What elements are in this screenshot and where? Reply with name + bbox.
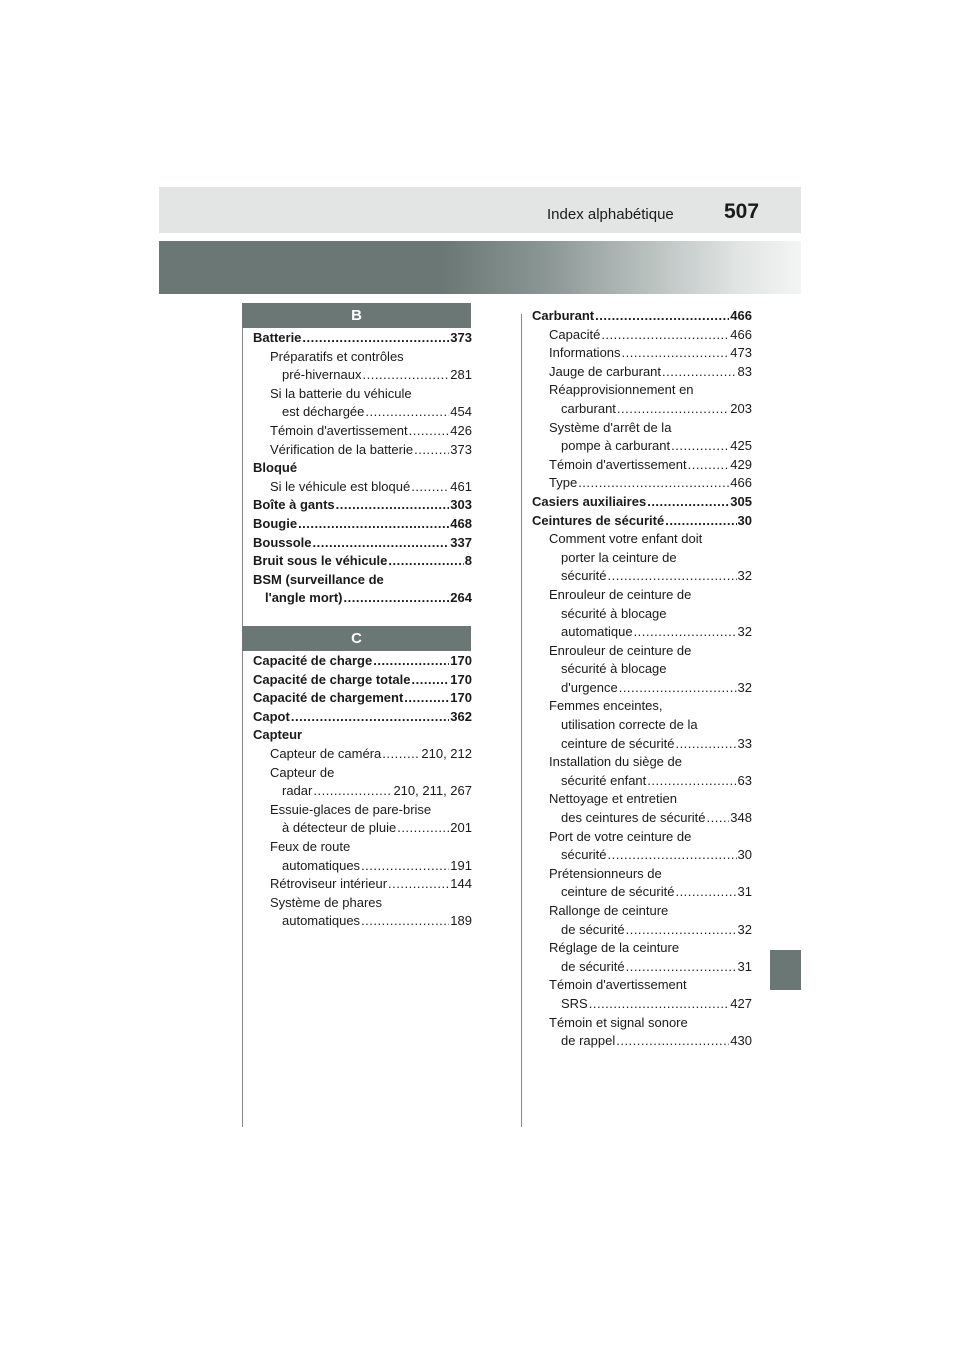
- index-entry-term: Si le véhicule est bloqué: [270, 478, 411, 494]
- index-entry-term: Ceintures de sécurité: [532, 512, 665, 528]
- index-entry-term: Capteur: [253, 727, 303, 743]
- index-entry: [532, 865, 752, 884]
- dot-leader: [647, 493, 729, 512]
- dot-leader: [344, 589, 450, 608]
- dot-leader: [675, 883, 736, 902]
- index-entry: [532, 530, 752, 549]
- index-entry: [532, 326, 752, 345]
- index-entry-term: Bougie: [253, 515, 298, 531]
- index-entry-page: 170: [450, 671, 472, 687]
- index-entry-term: Casiers auxiliaires: [532, 493, 647, 509]
- index-entry: [532, 567, 752, 586]
- index-entry: [253, 496, 472, 515]
- index-entry-page: 337: [450, 534, 472, 550]
- index-column-right: [532, 307, 752, 1051]
- index-entry: [253, 652, 472, 671]
- index-entry-term: Réapprovisionnement en: [549, 382, 694, 398]
- dot-leader: [291, 708, 449, 727]
- index-entry-term: automatiques: [282, 857, 361, 873]
- index-entry-page: 210, 212: [421, 745, 472, 761]
- dot-leader: [707, 809, 730, 828]
- dot-leader: [302, 329, 449, 348]
- index-entry: [253, 515, 472, 534]
- index-entry: [532, 660, 752, 679]
- dot-leader: [313, 534, 450, 553]
- index-entry-term: des ceintures de sécurité: [561, 810, 706, 826]
- index-entry-term: Si la batterie du véhicule: [270, 385, 412, 401]
- index-entry: [532, 344, 752, 363]
- index-entry-page: 32: [737, 624, 752, 640]
- index-entry: [532, 437, 752, 456]
- index-entry-term: l'angle mort): [265, 590, 343, 606]
- index-entry-term: Témoin d'avertissement: [270, 422, 408, 438]
- index-entry: [253, 726, 472, 745]
- index-entry-page: 170: [450, 653, 472, 668]
- dot-leader: [626, 958, 737, 977]
- index-entry: [253, 801, 472, 820]
- index-entry: [253, 689, 472, 708]
- page-number: 507: [724, 200, 760, 223]
- index-entry-page: 468: [450, 515, 472, 531]
- dot-leader: [363, 366, 450, 385]
- index-entry-page: 189: [450, 913, 472, 929]
- index-entry-term: Essuie-glaces de pare-brise: [270, 801, 432, 817]
- index-entry-term: Capacité de chargement: [253, 690, 404, 706]
- index-entry-page: 305: [730, 493, 752, 509]
- index-entry-term: Boîte à gants: [253, 497, 335, 513]
- index-entry-page: 30: [737, 847, 752, 863]
- index-entry-page: 426: [450, 422, 472, 438]
- dot-leader: [578, 474, 729, 493]
- index-entry-term: pré-hivernaux: [282, 367, 362, 383]
- index-entry-term: sécurité enfant: [561, 772, 647, 788]
- dot-leader: [616, 1032, 729, 1051]
- index-entry-page: 32: [737, 921, 752, 937]
- index-entry: [253, 708, 472, 727]
- index-entry: [253, 671, 472, 690]
- index-entry-term: Rétroviseur intérieur: [270, 876, 388, 892]
- dot-leader: [647, 772, 736, 791]
- index-entry-page: 264: [450, 590, 472, 606]
- index-entry: [253, 385, 472, 404]
- column-divider-right: [521, 314, 522, 1127]
- index-entry: [253, 422, 472, 441]
- index-entry-page: 429: [730, 456, 752, 472]
- dot-leader: [608, 846, 737, 865]
- page-header-bar: [159, 187, 801, 233]
- index-entry: [253, 912, 472, 931]
- index-entry-page: 63: [737, 772, 752, 788]
- index-entry-term: Témoin d'avertissement: [549, 977, 687, 993]
- dot-leader: [601, 326, 729, 345]
- index-entry-term: Jauge de carburant: [549, 363, 662, 379]
- index-entry-page: 201: [450, 820, 472, 836]
- index-entry-page: 203: [730, 400, 752, 416]
- dot-leader: [622, 344, 730, 363]
- index-entry: [253, 571, 472, 590]
- index-entry: [532, 419, 752, 438]
- index-entry: [532, 921, 752, 940]
- index-entry-term: ceinture de sécurité: [561, 735, 675, 751]
- dot-leader: [688, 456, 730, 475]
- index-entry-term: sécurité: [561, 847, 607, 863]
- index-entry: [253, 478, 472, 497]
- dot-leader: [411, 478, 449, 497]
- dot-leader: [313, 782, 392, 801]
- index-entry: [532, 697, 752, 716]
- dot-leader: [361, 857, 449, 876]
- index-entry: [532, 1032, 752, 1051]
- index-entry-page: 362: [450, 708, 472, 724]
- index-entry: [532, 605, 752, 624]
- column-divider-left: [242, 314, 243, 1127]
- index-entry-term: pompe à carburant: [561, 438, 671, 454]
- index-entry-page: 83: [737, 363, 752, 379]
- index-entry: [532, 976, 752, 995]
- dot-leader: [404, 689, 449, 708]
- index-entry-term: est déchargée: [282, 404, 365, 420]
- index-entry-term: carburant: [561, 400, 616, 416]
- index-entry: [253, 589, 472, 608]
- index-entry-page: 210, 211, 267: [393, 783, 472, 799]
- index-entry: [532, 735, 752, 754]
- dot-leader: [298, 515, 449, 534]
- index-entry: [532, 809, 752, 828]
- index-entry: [532, 400, 752, 419]
- section-thumb-tab: [770, 950, 801, 990]
- index-entry: [253, 819, 472, 838]
- index-entry: [532, 790, 752, 809]
- index-entry: [253, 875, 472, 894]
- index-entry-term: de sécurité: [561, 958, 625, 974]
- index-entry-term: Capacité de charge: [253, 653, 373, 668]
- dot-leader: [409, 422, 450, 441]
- index-entry: [253, 534, 472, 553]
- dot-leader: [589, 995, 730, 1014]
- index-entry-page: 466: [730, 326, 752, 342]
- index-entry: [532, 363, 752, 382]
- index-entry: [532, 828, 752, 847]
- index-entry-term: Bloqué: [253, 460, 298, 476]
- index-entry: [253, 894, 472, 913]
- index-entry-page: 281: [450, 367, 472, 383]
- index-entry: [253, 745, 472, 764]
- index-entry: [532, 995, 752, 1014]
- index-entry: [253, 459, 472, 478]
- index-entry: [532, 642, 752, 661]
- dot-leader: [617, 400, 729, 419]
- index-entry-term: Capteur de: [270, 764, 335, 780]
- index-entry-page: 33: [737, 735, 752, 751]
- index-entry-term: Préparatifs et contrôles: [270, 348, 404, 364]
- index-entry: [532, 716, 752, 735]
- index-entry-term: Vérification de la batterie: [270, 441, 414, 457]
- index-entry-term: ceinture de sécurité: [561, 884, 675, 900]
- dot-leader: [626, 921, 737, 940]
- index-entry-term: Port de votre ceinture de: [549, 828, 692, 844]
- dot-leader: [608, 567, 737, 586]
- index-entry-page: 31: [737, 958, 752, 974]
- index-entry-page: 303: [450, 497, 472, 513]
- dot-leader: [382, 745, 420, 764]
- index-column-b: [253, 329, 472, 608]
- index-entry-page: 191: [450, 857, 472, 873]
- section-header-b: B: [242, 303, 471, 328]
- index-entry-page: 427: [730, 995, 752, 1011]
- index-entry-page: 466: [730, 475, 752, 491]
- index-entry-term: Capteur de caméra: [270, 745, 382, 761]
- dot-leader: [397, 819, 449, 838]
- index-entry-page: 461: [450, 478, 472, 494]
- index-entry-term: Comment votre enfant doit: [549, 531, 703, 547]
- dot-leader: [365, 403, 449, 422]
- index-entry-page: 454: [450, 404, 472, 420]
- dot-leader: [619, 679, 737, 698]
- index-entry-term: Type: [549, 475, 578, 491]
- index-entry: [532, 939, 752, 958]
- index-entry-term: SRS: [561, 995, 588, 1011]
- dot-leader: [412, 671, 450, 690]
- index-entry-term: Batterie: [253, 330, 302, 345]
- index-entry-page: 348: [730, 810, 752, 826]
- index-entry-page: 8: [464, 553, 472, 569]
- dot-leader: [595, 307, 729, 326]
- index-entry-page: 31: [737, 884, 752, 900]
- index-entry-term: sécurité: [561, 568, 607, 584]
- index-entry-term: Bruit sous le véhicule: [253, 553, 388, 569]
- index-entry-page: 430: [730, 1033, 752, 1049]
- index-entry: [532, 586, 752, 605]
- index-entry: [532, 307, 752, 326]
- index-entry: [532, 623, 752, 642]
- index-entry: [253, 403, 472, 422]
- dot-leader: [336, 496, 450, 515]
- index-entry: [253, 782, 472, 801]
- index-entry: [532, 474, 752, 493]
- index-entry: [532, 958, 752, 977]
- section-header-c: C: [242, 626, 471, 651]
- index-entry-term: à détecteur de pluie: [282, 820, 397, 836]
- index-entry: [532, 902, 752, 921]
- index-entry: [532, 1014, 752, 1033]
- index-entry-term: Enrouleur de ceinture de: [549, 586, 692, 602]
- page-title: Index alphabétique: [547, 206, 674, 223]
- index-entry-term: Capacité de charge totale: [253, 671, 411, 687]
- index-entry: [253, 441, 472, 460]
- dot-leader: [634, 623, 737, 642]
- index-entry-page: 32: [737, 679, 752, 695]
- index-entry-term: Capacité: [549, 326, 601, 342]
- index-entry-term: Rallonge de ceinture: [549, 903, 669, 918]
- index-entry-term: porter la ceinture de: [561, 549, 677, 565]
- index-entry: [253, 348, 472, 367]
- index-entry-term: Nettoyage et entretien: [549, 791, 677, 807]
- index-entry: [532, 883, 752, 902]
- index-entry-term: Capot: [253, 708, 290, 724]
- dot-leader: [675, 735, 736, 754]
- index-entry-page: 144: [450, 876, 472, 892]
- index-entry-page: 32: [737, 568, 752, 584]
- index-entry-term: automatique: [561, 624, 633, 640]
- index-entry-term: Femmes enceintes,: [549, 698, 663, 714]
- index-entry: [253, 764, 472, 783]
- index-entry-term: Installation du siège de: [549, 754, 682, 770]
- index-entry-term: Témoin d'avertissement: [549, 456, 687, 472]
- index-entry-term: Informations: [549, 345, 621, 361]
- dot-leader: [414, 441, 449, 460]
- index-entry-page: 425: [730, 438, 752, 454]
- index-column-c: [253, 652, 472, 931]
- gradient-banner: [159, 241, 801, 294]
- index-entry: [532, 753, 752, 772]
- index-entry: [532, 381, 752, 400]
- index-entry: [532, 846, 752, 865]
- dot-leader: [361, 912, 449, 931]
- index-entry: [253, 329, 472, 348]
- dot-leader: [665, 512, 736, 531]
- index-entry: [253, 857, 472, 876]
- index-entry-term: Réglage de la ceinture: [549, 940, 680, 956]
- dot-leader: [373, 652, 449, 671]
- index-entry-term: Boussole: [253, 534, 312, 550]
- index-entry-term: de rappel: [561, 1033, 616, 1049]
- index-entry-term: BSM (surveillance de: [253, 571, 384, 587]
- index-entry: [532, 493, 752, 512]
- index-entry-term: radar: [282, 783, 313, 799]
- index-entry-page: 30: [737, 512, 752, 528]
- dot-leader: [671, 437, 729, 456]
- index-entry: [253, 838, 472, 857]
- index-entry: [253, 552, 472, 571]
- index-entry: [532, 772, 752, 791]
- index-entry-term: de sécurité: [561, 921, 625, 937]
- index-entry-term: automatiques: [282, 913, 361, 929]
- index-entry: [532, 679, 752, 698]
- index-entry-page: 373: [450, 441, 472, 457]
- index-entry-term: sécurité à blocage: [561, 661, 667, 677]
- dot-leader: [388, 875, 449, 894]
- index-entry-term: Enrouleur de ceinture de: [549, 642, 692, 658]
- index-entry-term: sécurité à blocage: [561, 605, 667, 621]
- index-entry-term: Carburant: [532, 308, 595, 323]
- index-entry: [532, 512, 752, 531]
- index-entry-term: utilisation correcte de la: [561, 717, 698, 733]
- index-entry-term: Système de phares: [270, 894, 383, 910]
- index-entry-page: 466: [730, 308, 752, 323]
- index-entry-term: d'urgence: [561, 679, 618, 695]
- index-entry-term: Système d'arrêt de la: [549, 419, 672, 435]
- index-entry: [253, 366, 472, 385]
- index-entry: [532, 456, 752, 475]
- index-entry: [532, 549, 752, 568]
- index-entry-page: 473: [730, 345, 752, 361]
- index-entry-term: Prétensionneurs de: [549, 865, 662, 881]
- dot-leader: [388, 552, 463, 571]
- index-entry-term: Feux de route: [270, 838, 351, 854]
- index-entry-page: 170: [450, 690, 472, 706]
- index-entry-page: 373: [450, 330, 472, 345]
- index-entry-term: Témoin et signal sonore: [549, 1014, 688, 1030]
- dot-leader: [662, 363, 737, 382]
